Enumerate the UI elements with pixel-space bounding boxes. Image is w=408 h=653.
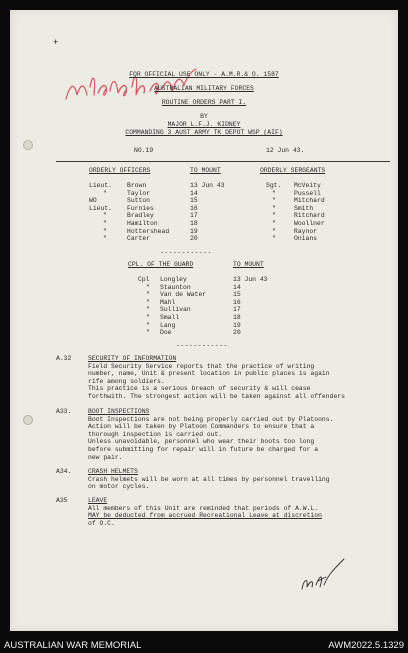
officer-ranks: [89, 182, 112, 243]
order-number: NO.19: [134, 147, 154, 154]
routine-orders-heading: ROUTINE ORDERS PART I.: [161, 99, 247, 106]
guard-name: Sullivan: [160, 306, 191, 314]
officers-to-mount-heading: TO MOUNT: [190, 167, 221, 174]
officer-name: Bradley: [127, 212, 154, 220]
officer-name: Hamilton: [127, 219, 158, 227]
officer-rank: ": [103, 235, 107, 243]
officer-date: 14: [190, 189, 198, 197]
sergeant-rank: ": [272, 235, 276, 243]
paragraph-number: A35: [56, 497, 68, 504]
guard-date: 16: [233, 298, 241, 306]
sergeant-name: Smith: [294, 204, 314, 212]
paragraph-number: A33.: [56, 408, 72, 415]
officer-names: [127, 182, 169, 243]
paragraph-crash-helmets: [88, 468, 392, 491]
paragraph-line: Crash helmets will be worn at all times by personnel travelling: [88, 475, 330, 483]
officer-name: Taylor: [127, 189, 151, 197]
guard-date: 18: [233, 313, 241, 321]
paragraph-leave: [88, 497, 392, 527]
paragraph-number: A.32: [56, 355, 72, 362]
sergeant-names: [294, 182, 325, 243]
punch-hole: [23, 140, 33, 150]
paragraph-line: on motor cycles.: [88, 483, 150, 491]
by-line: BY: [200, 113, 208, 120]
guard-name: Van de Water: [160, 291, 207, 299]
officer-date: 13 Jun 43: [190, 182, 225, 189]
guard-name: Staunton: [160, 283, 191, 291]
corner-mark: +: [53, 38, 59, 48]
signature: [298, 555, 348, 595]
sergeant-name: Raynor: [294, 227, 318, 235]
paragraph-line: before submitting for repair will in future be charged for a: [88, 445, 319, 453]
document-page: [10, 10, 398, 631]
guard-rank: ": [146, 313, 150, 321]
officer-rank: WO: [89, 197, 97, 205]
guard-date: 15: [233, 291, 241, 299]
officer-name: Carter: [127, 235, 151, 243]
guard-to-mount-heading: TO MOUNT: [233, 261, 264, 268]
paragraph-line: All members of this Unit are reminded that periods of A.W.L.: [88, 504, 319, 512]
sergeant-rank: ": [272, 204, 276, 212]
guard-rank: ": [146, 291, 150, 299]
guard-name: Mahl: [160, 298, 176, 306]
sergeant-name: McVeity: [294, 182, 321, 189]
guard-heading: CPL. OF THE GUARD: [128, 261, 194, 268]
sergeant-rank: ": [272, 189, 276, 197]
orderly-officers-heading: ORDERLY OFFICERS: [89, 167, 151, 174]
sergeant-ranks: [266, 182, 281, 243]
major-line: MAJOR L.F.J. KIDNEY: [167, 121, 241, 128]
paragraph-title: SECURITY OF INFORMATION: [88, 355, 177, 362]
guard-rank: ": [146, 298, 150, 306]
header-rule: [56, 161, 390, 162]
guard-date: 20: [233, 329, 241, 337]
paragraph-line: Action will be taken by Platoon Commanders to ensure that a: [88, 423, 315, 431]
officer-rank: Lieut.: [89, 182, 113, 189]
officer-name: Furnies: [127, 204, 154, 212]
guard-names: [160, 276, 206, 337]
guard-name: Doe: [160, 329, 172, 337]
paragraph-line: MAY be deducted from accrued Recreational Leave at discretion: [88, 512, 322, 520]
guard-name: Lang: [160, 321, 176, 329]
paragraph-line: rife among soldiers.: [88, 377, 165, 385]
paragraph-line: Boot Inspections are not being properly carried out by Platoons.: [88, 415, 334, 423]
paragraph-line: thorough inspection is carried out.: [88, 430, 223, 438]
guard-rank: ": [146, 321, 150, 329]
sergeant-name: Woollner: [294, 219, 325, 227]
guard-name: Longley: [160, 276, 187, 283]
officer-name: Sutton: [127, 197, 151, 205]
guard-rank: Cpl: [138, 276, 150, 283]
officer-date: 17: [190, 212, 198, 220]
guard-ranks: [138, 276, 150, 337]
sergeant-name: Ritchard: [294, 212, 325, 220]
sergeant-rank: ": [272, 212, 276, 220]
sergeant-name: Pussell: [294, 189, 321, 197]
paragraph-security: [88, 355, 392, 401]
footer-institution: AUSTRALIAN WAR MEMORIAL: [4, 640, 142, 651]
officer-rank: ": [103, 189, 107, 197]
guard-rank: ": [146, 283, 150, 291]
paragraph-title: CRASH HELMETS: [88, 468, 138, 475]
sergeant-name: Onians: [294, 235, 318, 243]
officer-date: 16: [190, 204, 198, 212]
paragraph-line: Unless unavoidable, personnel who wear their boots too long: [88, 438, 315, 446]
sergeant-rank: ": [272, 219, 276, 227]
commanding-line: COMMANDING 3 AUST ARMY TK DEPOT WSP (AIF): [125, 129, 283, 136]
officer-date: 18: [190, 219, 198, 227]
officer-name: Brown: [127, 182, 147, 189]
paragraph-title: LEAVE: [88, 497, 108, 504]
guard-dates: [233, 276, 268, 337]
footer-accession-number: AWM2022.5.1329: [328, 640, 404, 651]
officer-rank: Lieut.: [89, 204, 113, 212]
sergeant-rank: ": [272, 227, 276, 235]
paragraph-title: BOOT INSPECTIONS: [88, 408, 150, 415]
guard-date: 14: [233, 283, 241, 291]
officer-date: 19: [190, 227, 198, 235]
order-date: 12 Jun 43.: [266, 147, 305, 154]
officer-dates: [190, 182, 225, 243]
separator-dashes: ------------: [176, 342, 229, 349]
officer-rank: ": [103, 212, 107, 220]
officer-rank: ": [103, 219, 107, 227]
paragraph-line: Field Security Service reports that the practice of writing: [88, 362, 315, 370]
officer-rank: ": [103, 227, 107, 235]
guard-rank: ": [146, 329, 150, 337]
guard-date: 13 Jun 43: [233, 276, 268, 283]
sergeant-rank: Sgt.: [266, 182, 282, 189]
paragraph-line: of O.C.: [88, 519, 115, 527]
paragraph-line: new pair.: [88, 453, 123, 461]
officer-date: 15: [190, 197, 198, 205]
paragraph-line: This practice is a serious breach of security & will cease: [88, 385, 311, 393]
paragraph-line: forthwith. The strongest action will be taken against all offenders: [88, 392, 345, 400]
paragraph-number: A34.: [56, 468, 72, 475]
separator-dashes: ------------: [160, 249, 213, 256]
paragraph-line: number, name, Unit & present location in public places is again: [88, 370, 330, 378]
guard-date: 17: [233, 306, 241, 314]
punch-hole: [23, 415, 33, 425]
guard-rank: ": [146, 306, 150, 314]
paragraph-boot-inspections: [88, 408, 392, 461]
official-use-heading: FOR OFFICIAL USE ONLY - A.M.R.& O. 1587: [129, 71, 279, 78]
force-heading: AUSTRALIAN MILITARY FORCES: [154, 85, 254, 92]
guard-date: 19: [233, 321, 241, 329]
sergeant-rank: ": [272, 197, 276, 205]
officer-name: Hottershead: [127, 227, 170, 235]
sergeant-name: Mitchard: [294, 197, 325, 205]
orderly-sergeants-heading: ORDERLY SERGEANTS: [260, 167, 326, 174]
officer-date: 20: [190, 235, 198, 243]
guard-name: Small: [160, 313, 180, 321]
